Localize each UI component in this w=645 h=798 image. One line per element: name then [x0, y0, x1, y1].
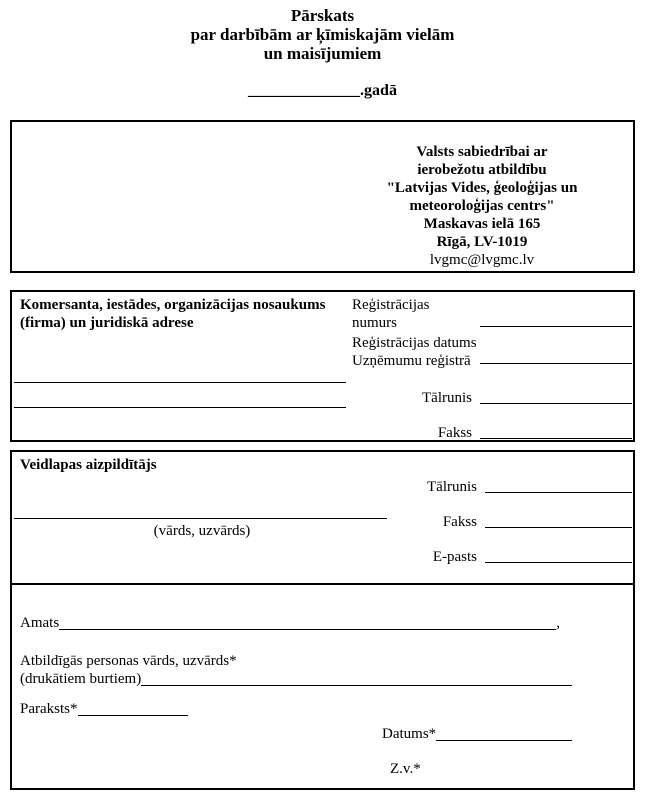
recipient-line: Maskavas ielā 165	[423, 216, 541, 232]
filler-signature-box	[10, 450, 635, 790]
signature-blank[interactable]	[78, 715, 188, 716]
reg-number-label	[352, 296, 429, 332]
reg-date-label-line: Reģistrācijas datums	[352, 335, 477, 351]
position-row	[20, 614, 560, 632]
reg-date-label-line: Uzņēmumu reģistrā	[352, 353, 471, 369]
year-blank[interactable]: ______________	[248, 82, 361, 99]
form-title-line: Pārskats	[290, 6, 355, 25]
reg-number-blank[interactable]	[480, 326, 632, 327]
filler-title: Veidlapas aizpildītājs	[20, 457, 157, 473]
recipient-address	[337, 143, 627, 269]
filler-name-hint: (vārds, uzvārds)	[153, 523, 251, 539]
section-divider	[12, 583, 633, 585]
company-name-blank-2[interactable]	[14, 407, 346, 408]
signature-row	[20, 700, 188, 718]
year-line	[0, 82, 645, 100]
company-phone-label: Tālrunis	[422, 390, 472, 406]
reg-number-label-line: Reģistrācijas	[352, 297, 430, 313]
company-label-line: (firma) un juridiskā adrese	[20, 315, 194, 331]
recipient-email: lvgmc@lvgmc.lv	[429, 252, 535, 268]
filler-phone-blank[interactable]	[485, 492, 632, 493]
reg-date-label	[352, 334, 477, 370]
form-title-line: un maisījumiem	[263, 44, 382, 63]
recipient-line: Rīgā, LV-1019	[436, 234, 528, 250]
date-blank[interactable]	[436, 740, 572, 741]
filler-fax-label: Fakss	[442, 514, 477, 530]
position-label: Amats	[20, 615, 60, 631]
year-suffix-label: .gadā	[360, 82, 397, 99]
recipient-line: Valsts sabiedrībai ar	[416, 144, 548, 160]
date-label: Datums*	[382, 726, 437, 742]
filler-email-blank[interactable]	[485, 562, 632, 563]
company-name-blank-1[interactable]	[14, 382, 346, 383]
signature-label: Paraksts*	[20, 701, 78, 717]
recipient-line: meteoroloģijas centrs"	[409, 198, 555, 214]
filler-name-blank[interactable]	[14, 518, 387, 519]
responsible-row	[20, 670, 572, 688]
seal-label: Z.v.*	[390, 761, 421, 777]
reg-number-label-line: numurs	[352, 315, 397, 331]
form-title-line: par darbībām ar ķīmiskajām vielām	[190, 25, 455, 44]
company-fax-label: Fakss	[437, 425, 472, 441]
filler-email-label: E-pasts	[432, 549, 477, 565]
date-row	[382, 725, 572, 743]
form-title	[0, 6, 645, 63]
recipient-box	[10, 120, 635, 273]
responsible-name-blank[interactable]	[141, 685, 572, 686]
reg-date-blank[interactable]	[480, 363, 632, 364]
filler-phone-label: Tālrunis	[427, 479, 477, 495]
filler-fax-blank[interactable]	[485, 527, 632, 528]
position-blank[interactable]	[59, 629, 556, 630]
company-phone-blank[interactable]	[480, 403, 632, 404]
position-comma: ,	[556, 615, 560, 631]
company-fax-blank[interactable]	[480, 438, 632, 439]
company-section	[10, 290, 635, 442]
recipient-line: "Latvijas Vides, ģeoloģijas un	[386, 180, 578, 196]
company-label-line: Komersanta, iestādes, organizācijas nosaukums	[20, 297, 326, 313]
recipient-line: ierobežotu atbildību	[417, 162, 547, 178]
responsible-hint: (drukātiem burtiem)	[20, 671, 142, 687]
responsible-label: Atbildīgās personas vārds, uzvārds*	[20, 653, 237, 669]
company-label	[20, 296, 355, 332]
